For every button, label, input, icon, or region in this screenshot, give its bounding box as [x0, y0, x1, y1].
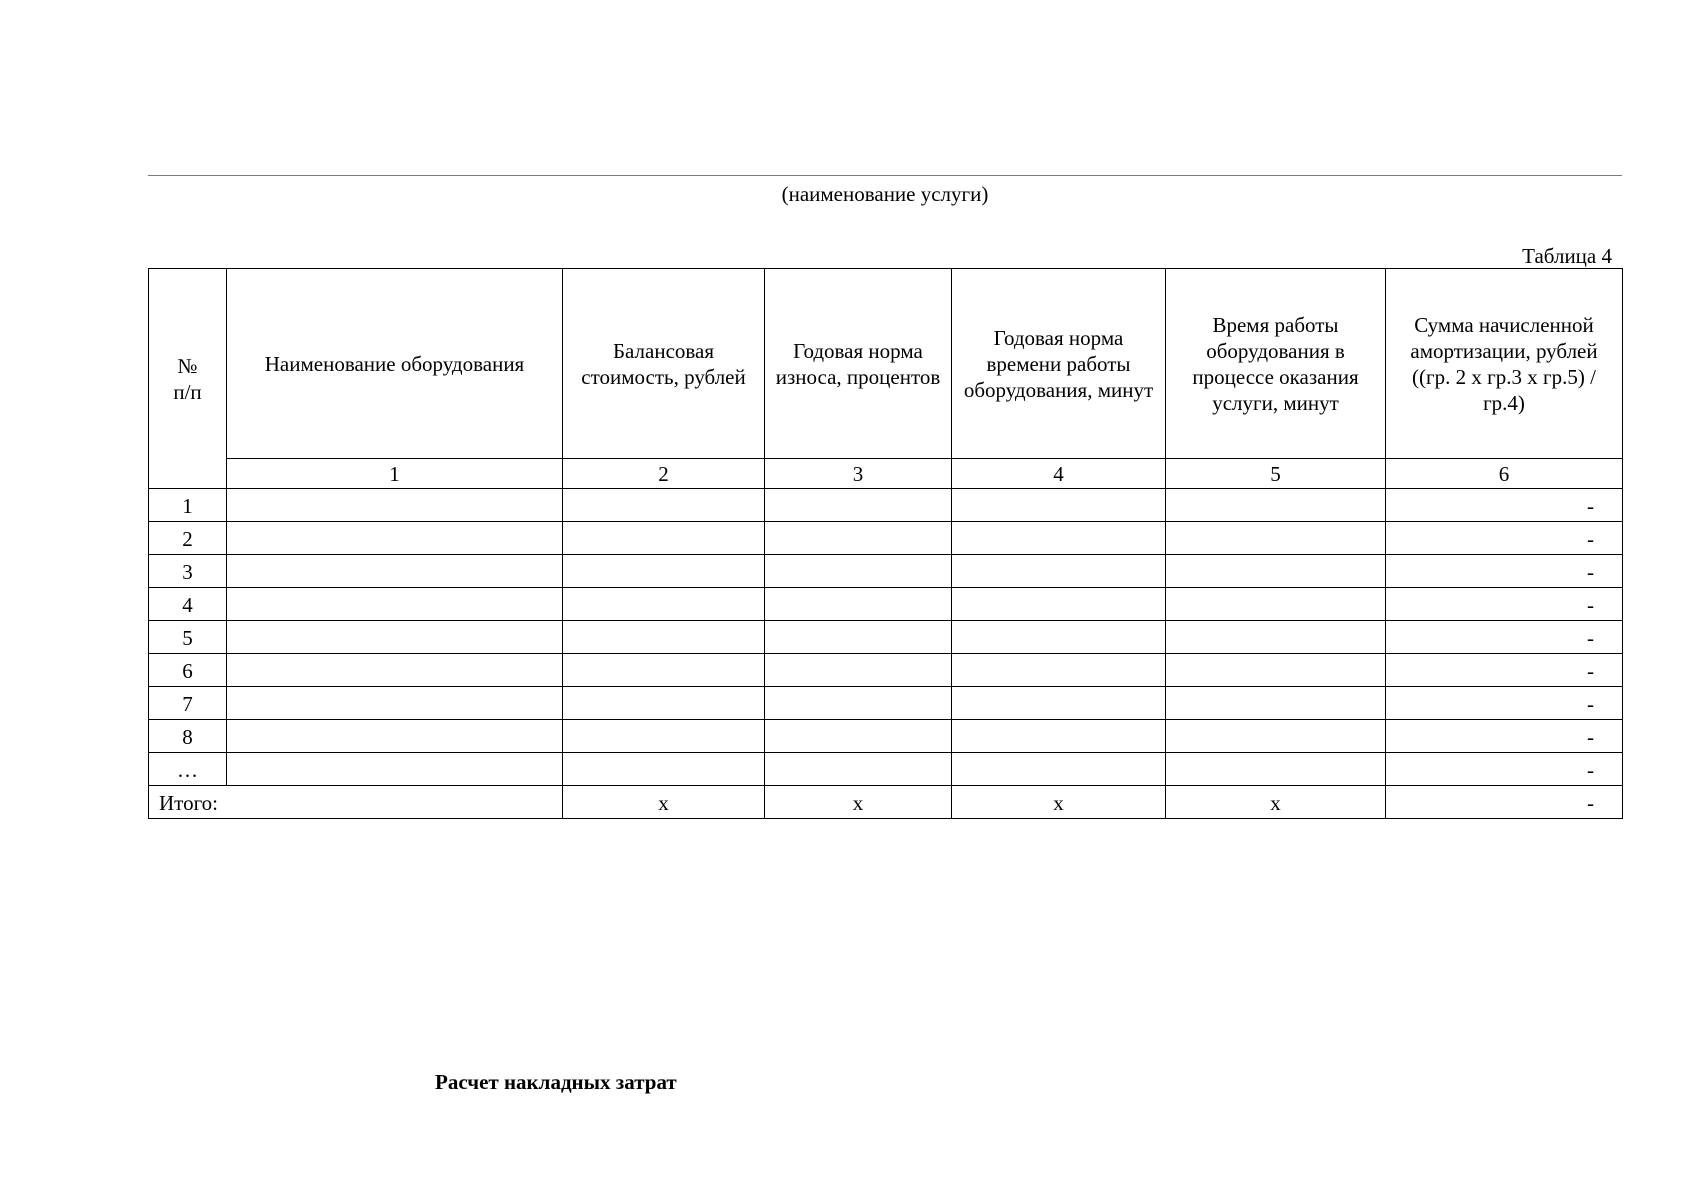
- table-row: [149, 687, 1623, 720]
- cell-wear-rate: [765, 588, 952, 621]
- cell-balance-cost: [563, 522, 765, 555]
- column-number: 6: [1386, 459, 1623, 489]
- cell-balance-cost: [563, 720, 765, 753]
- cell-amortization: -: [1386, 621, 1623, 654]
- cell-balance-cost: [563, 753, 765, 786]
- cell-annual-time: [952, 687, 1166, 720]
- cell-annual-time: [952, 489, 1166, 522]
- equipment-amortization-table: [148, 268, 1623, 819]
- total-label: Итого:: [149, 786, 563, 819]
- row-number: 5: [149, 621, 227, 654]
- cell-wear-rate: [765, 687, 952, 720]
- cell-service-time: [1166, 555, 1386, 588]
- row-number: 3: [149, 555, 227, 588]
- cell-wear-rate: [765, 555, 952, 588]
- column-number: 5: [1166, 459, 1386, 489]
- header-wear-rate: Годовая норма износа, процентов: [765, 269, 952, 459]
- row-number: 7: [149, 687, 227, 720]
- total-service-time: х: [1166, 786, 1386, 819]
- column-number: 2: [563, 459, 765, 489]
- cell-amortization: -: [1386, 753, 1623, 786]
- cell-service-time: [1166, 522, 1386, 555]
- total-amortization: -: [1386, 786, 1623, 819]
- cell-equipment-name: [227, 753, 563, 786]
- total-annual-time: х: [952, 786, 1166, 819]
- cell-equipment-name: [227, 687, 563, 720]
- cell-equipment-name: [227, 654, 563, 687]
- cell-service-time: [1166, 654, 1386, 687]
- cell-service-time: [1166, 621, 1386, 654]
- header-number: № п/п: [149, 269, 227, 489]
- cell-service-time: [1166, 489, 1386, 522]
- cell-wear-rate: [765, 720, 952, 753]
- table-row: [149, 522, 1623, 555]
- service-name-caption: (наименование услуги): [781, 182, 989, 206]
- table-row: [149, 621, 1623, 654]
- total-balance-cost: х: [563, 786, 765, 819]
- cell-balance-cost: [563, 654, 765, 687]
- header-amortization-sum: Сумма начисленной амортизации, рублей ((гр. 2 х гр.3 х гр.5) / гр.4): [1386, 269, 1623, 459]
- row-number: 8: [149, 720, 227, 753]
- header-equipment-name: Наименование оборудования: [227, 269, 563, 459]
- table-row: [149, 720, 1623, 753]
- cell-amortization: -: [1386, 687, 1623, 720]
- row-number: 2: [149, 522, 227, 555]
- table-row: [149, 654, 1623, 687]
- cell-amortization: -: [1386, 489, 1623, 522]
- cell-wear-rate: [765, 753, 952, 786]
- cell-service-time: [1166, 588, 1386, 621]
- cell-amortization: -: [1386, 555, 1623, 588]
- cell-equipment-name: [227, 588, 563, 621]
- table-row: [149, 753, 1623, 786]
- cell-equipment-name: [227, 555, 563, 588]
- table-row: [149, 588, 1623, 621]
- cell-service-time: [1166, 753, 1386, 786]
- row-number: 4: [149, 588, 227, 621]
- cell-balance-cost: [563, 621, 765, 654]
- table-row: [149, 489, 1623, 522]
- header-annual-time: Годовая норма времени работы оборудования, минут: [952, 269, 1166, 459]
- section-title-overhead-costs: Расчет накладных затрат: [435, 1070, 677, 1094]
- cell-amortization: -: [1386, 522, 1623, 555]
- column-number: 1: [227, 459, 563, 489]
- cell-wear-rate: [765, 522, 952, 555]
- table-number-label: Таблица 4: [1522, 244, 1612, 268]
- cell-amortization: -: [1386, 588, 1623, 621]
- cell-amortization: -: [1386, 720, 1623, 753]
- row-number: 6: [149, 654, 227, 687]
- total-row: [149, 786, 1623, 819]
- table-row: [149, 555, 1623, 588]
- cell-annual-time: [952, 522, 1166, 555]
- header-balance-cost: Балансовая стоимость, рублей: [563, 269, 765, 459]
- column-numbers-row: [149, 459, 1623, 489]
- service-name-line: [148, 175, 1622, 176]
- cell-amortization: -: [1386, 654, 1623, 687]
- cell-annual-time: [952, 555, 1166, 588]
- cell-balance-cost: [563, 687, 765, 720]
- cell-wear-rate: [765, 654, 952, 687]
- cell-balance-cost: [563, 555, 765, 588]
- total-wear-rate: х: [765, 786, 952, 819]
- cell-wear-rate: [765, 489, 952, 522]
- cell-equipment-name: [227, 489, 563, 522]
- cell-service-time: [1166, 687, 1386, 720]
- cell-equipment-name: [227, 720, 563, 753]
- cell-wear-rate: [765, 621, 952, 654]
- row-number: 1: [149, 489, 227, 522]
- cell-equipment-name: [227, 621, 563, 654]
- cell-balance-cost: [563, 588, 765, 621]
- cell-balance-cost: [563, 489, 765, 522]
- row-number: …: [149, 753, 227, 786]
- cell-service-time: [1166, 720, 1386, 753]
- header-service-time: Время работы оборудования в процессе оказания услуги, минут: [1166, 269, 1386, 459]
- cell-annual-time: [952, 654, 1166, 687]
- cell-equipment-name: [227, 522, 563, 555]
- table-header-row: [149, 269, 1623, 459]
- cell-annual-time: [952, 621, 1166, 654]
- column-number: 4: [952, 459, 1166, 489]
- cell-annual-time: [952, 588, 1166, 621]
- cell-annual-time: [952, 720, 1166, 753]
- cell-annual-time: [952, 753, 1166, 786]
- column-number: 3: [765, 459, 952, 489]
